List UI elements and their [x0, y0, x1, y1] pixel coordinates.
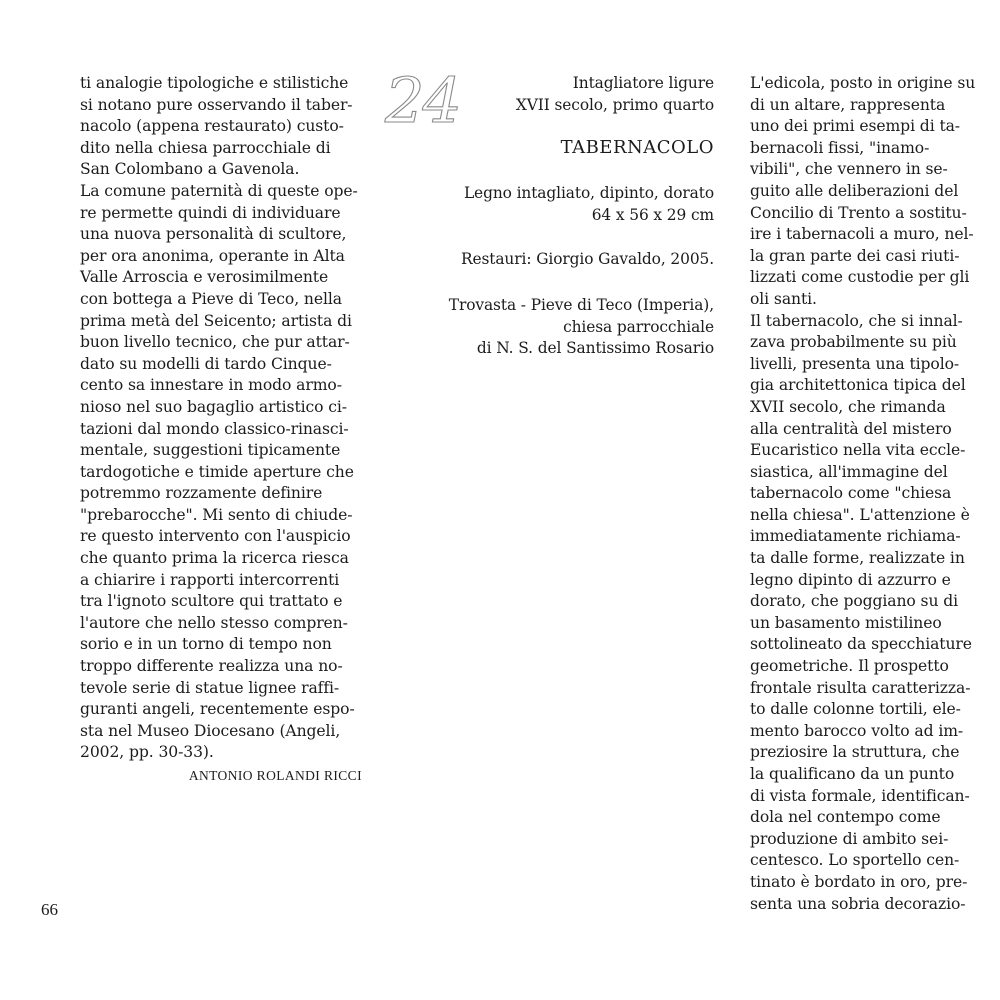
text-line: preziosire la struttura, che [750, 743, 960, 762]
text-line: di vista formale, identifican- [750, 786, 970, 805]
text-line: nella chiesa". L'attenzione è [750, 505, 970, 524]
left-column-text [80, 73, 362, 764]
text-line: ta dalle forme, realizzate in [750, 549, 965, 568]
text-line: tevole serie di statue lignee raffi- [80, 678, 340, 697]
text-line: Eucaristico nella vita eccle- [750, 441, 966, 460]
text-line: gia architettonica tipica del [750, 376, 966, 395]
text-line: l'autore che nello stesso compren- [80, 613, 348, 632]
entry-date: XVII secolo, primo quarto [515, 95, 714, 114]
text-line: tabernacolo come "chiesa [750, 484, 952, 503]
text-line: Concilio di Trento a sostitu- [750, 203, 967, 222]
text-line: mento barocco volto ad im- [750, 721, 964, 740]
text-line: Il tabernacolo, che si innal- [750, 311, 963, 330]
text-line: potremmo rozzamente definire [80, 484, 323, 503]
text-line: to dalle colonne tortili, ele- [750, 700, 961, 719]
text-line: dola nel contempo come [750, 808, 941, 827]
text-line: che quanto prima la ricerca riesca [80, 549, 349, 568]
text-line: sta nel Museo Diocesano (Angeli, [80, 721, 341, 740]
text-line: dito nella chiesa parrocchiale di [80, 138, 331, 157]
entry-restoration: Restauri: Giorgio Gavaldo, 2005. [460, 250, 714, 268]
text-line: legno dipinto di azzurro e [750, 570, 951, 589]
entry-location-line: di N. S. del Santissimo Rosario [476, 339, 714, 358]
text-line: produzione di ambito sei- [750, 829, 949, 848]
text-line: per ora anonima, operante in Alta [80, 246, 345, 265]
text-line: bernacoli fissi, "inamo- [750, 138, 930, 157]
text-line: tardogotiche e timide aperture che [80, 462, 354, 481]
text-line: a chiarire i rapporti intercorrenti [80, 570, 340, 589]
text-line: nacolo (appena restaurato) custo- [80, 117, 344, 136]
text-line: troppo differente realizza una no- [80, 657, 343, 676]
text-line: ire i tabernacoli a muro, nel- [750, 225, 974, 244]
entry-material-block [464, 183, 714, 226]
text-line: mentale, suggestioni tipicamente [80, 441, 341, 460]
entry-material: Legno intagliato, dipinto, dorato [463, 184, 714, 202]
entry-dimensions: 64 x 56 x 29 cm [591, 205, 714, 224]
text-line: 2002, pp. 30-33). [80, 743, 214, 762]
text-line: immediatamente richiama- [750, 527, 961, 546]
entry-author-block [516, 73, 714, 116]
text-line: sorio e in un torno di tempo non [80, 635, 332, 654]
text-line: prima metà del Seicento; artista di [80, 311, 352, 330]
text-line: tinato è bordato in oro, pre- [750, 872, 968, 891]
entry-title: TABERNACOLO [560, 137, 714, 158]
text-line: livelli, presenta una tipolo- [750, 354, 960, 373]
text-line: vibili", che vennero in se- [750, 160, 948, 179]
text-line: lizzati come custodie per gli [750, 268, 970, 287]
text-line: Valle Arroscia e verosimilmente [80, 268, 329, 287]
author-signature: ANTONIO ROLANDI RICCI [188, 768, 362, 783]
entry-restoration-block [461, 249, 714, 271]
text-line: XVII secolo, che rimanda [750, 397, 946, 416]
entry-author: Intagliatore ligure [572, 74, 714, 92]
text-line: nioso nel suo bagaglio artistico ci- [80, 397, 347, 416]
text-line: si notano pure osservando il taber- [80, 95, 353, 114]
page-number: 66 [41, 900, 58, 919]
entry-location-block [449, 295, 714, 360]
text-line: siastica, all'immagine del [750, 462, 948, 481]
text-line: una nuova personalità di scultore, [80, 225, 347, 244]
text-line: La comune paternità di queste ope- [80, 181, 358, 200]
text-line: dorato, che poggiano su di [750, 592, 959, 611]
text-line: centesco. Lo sportello cen- [750, 851, 960, 870]
text-line: buon livello tecnico, che pur attar- [80, 333, 350, 352]
text-line: San Colombano a Gavenola. [80, 160, 300, 179]
text-line: con bottega a Pieve di Teco, nella [80, 289, 342, 308]
text-line: ti analogie tipologiche e stilistiche [80, 74, 349, 92]
text-line: tra l'ignoto scultore qui trattato e [80, 592, 343, 611]
text-line: la gran parte dei casi riuti- [750, 246, 960, 265]
entry-location-line: chiesa parrocchiale [563, 317, 714, 336]
text-line: re permette quindi di individuare [80, 203, 341, 222]
text-line: cento sa innestare in modo armo- [80, 376, 342, 395]
text-line: un basamento mistilineo [750, 613, 942, 632]
text-line: "prebarocche". Mi sento di chiude- [80, 505, 353, 524]
text-line: tazioni dal mondo classico-rinasci- [80, 419, 349, 438]
text-line: zava probabilmente su più [750, 333, 957, 352]
text-line: oli santi. [750, 289, 817, 308]
text-line: senta una sobria decorazio- [750, 894, 966, 913]
text-line: dato su modelli di tardo Cinque- [80, 354, 332, 373]
text-line: guranti angeli, recentemente espo- [80, 700, 355, 719]
text-line: re questo intervento con l'auspicio [80, 527, 351, 546]
text-line: uno dei primi esempi di ta- [750, 117, 960, 136]
text-line: la qualificano da un punto [750, 765, 955, 783]
text-line: frontale risulta caratterizza- [750, 678, 971, 697]
text-line: sottolineato da specchiature [750, 635, 972, 654]
text-line: alla centralità del mistero [750, 419, 952, 438]
text-line: di un altare, rappresenta [750, 95, 946, 114]
text-line: geometriche. Il prospetto [750, 657, 949, 676]
right-column-text [750, 73, 976, 915]
text-line: L'edicola, posto in origine su [750, 74, 976, 92]
entry-number: 24 [385, 64, 460, 137]
entry-location-line: Trovasta - Pieve di Teco (Imperia), [448, 296, 714, 314]
text-line: guito alle deliberazioni del [750, 181, 959, 200]
